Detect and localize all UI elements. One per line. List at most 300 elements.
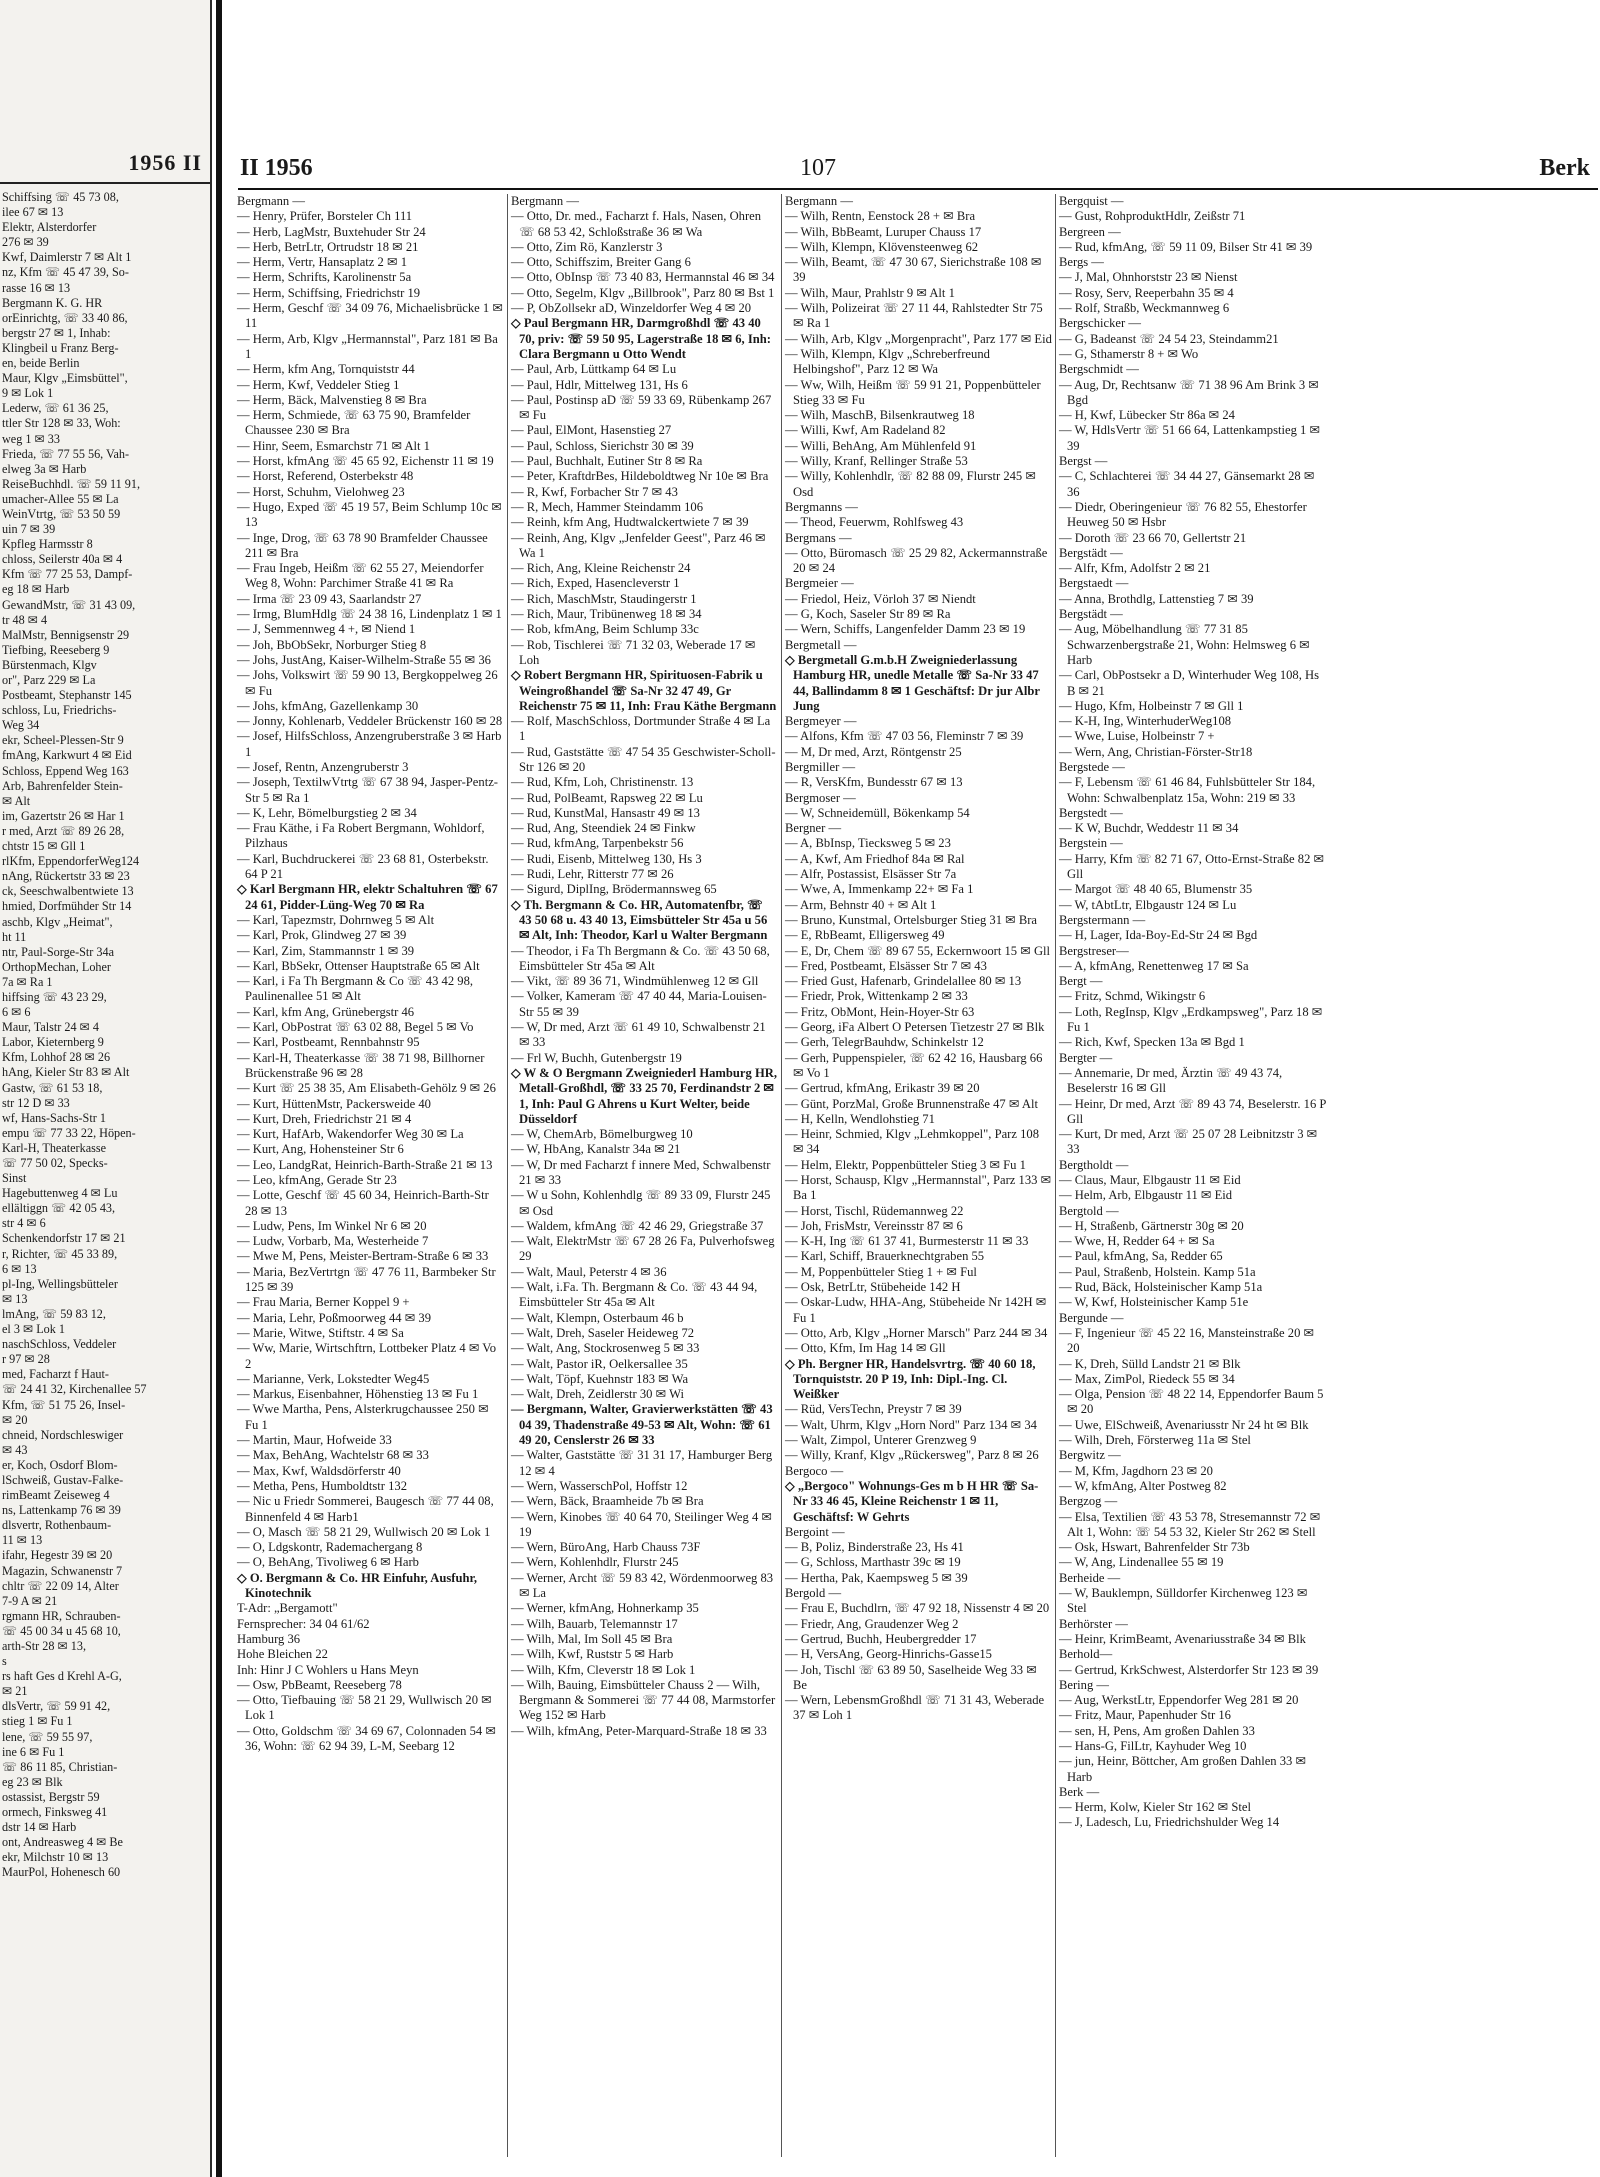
directory-entry: — Wern, Schiffs, Langenfelder Damm 23 ✉ 19 xyxy=(785,622,1026,637)
directory-entry: — H, Kelln, Wendlohstieg 71 xyxy=(785,1111,935,1126)
previous-page-line: ✉ 43 xyxy=(2,1442,28,1457)
previous-page-line: 276 ✉ 39 xyxy=(2,235,49,250)
directory-entry: — Paul, ElMont, Hasenstieg 27 xyxy=(511,423,672,438)
directory-entry: — Rich, Ang, Kleine Reichenstr 24 xyxy=(511,561,691,576)
directory-entry: — Wilh, Mal, Im Soll 45 ✉ Bra xyxy=(511,1631,673,1646)
previous-page-line: Labor, Kieternberg 9 xyxy=(2,1035,104,1050)
previous-page-line: or", Parz 229 ✉ La xyxy=(2,673,96,687)
previous-page-line: umacher-Allee 55 ✉ La xyxy=(2,491,119,506)
directory-entry: — Karl, i Fa Th Bergmann & Co ☏ 43 42 98, Paulinenallee 51 ✉ Alt xyxy=(237,974,474,1004)
directory-entry: — Theodor, i Fa Th Bergmann & Co. ☏ 43 50 68, Eimsbütteler Str 45a ✉ Alt xyxy=(511,943,770,973)
directory-entry: — Helm, Arb, Elbgaustr 11 ✉ Eid xyxy=(1059,1188,1233,1203)
directory-entry: Hohe Bleichen 22 xyxy=(237,1647,328,1662)
directory-entry: — W, HdlsVertr ☏ 51 66 64, Lattenkampstieg 1 ✉ 39 xyxy=(1059,423,1321,453)
directory-entry: — Rudi, Lehr, Ritterstr 77 ✉ 26 xyxy=(511,867,674,882)
directory-entry: — Karl, ObPostrat ☏ 63 02 88, Begel 5 ✉ Vo xyxy=(237,1020,474,1035)
previous-page-line: Kfm, ☏ 51 75 26, Insel- xyxy=(2,1397,126,1412)
directory-entry: Bergstedt — xyxy=(1059,805,1123,820)
directory-entry: — Otto, Kfm, Im Hag 14 ✉ Gll xyxy=(785,1341,946,1356)
previous-page-line: wf, Hans-Sachs-Str 1 xyxy=(2,1110,106,1125)
directory-entry: — Wwe, Luise, Holbeinstr 7 + xyxy=(1059,729,1215,744)
directory-entry: Bergter — xyxy=(1059,1050,1113,1065)
directory-entry: — G, Koch, Saseler Str 89 ✉ Ra xyxy=(785,607,951,622)
directory-entry: — Otto, Dr. med., Facharzt f. Hals, Nasen, Ohren ☏ 68 53 42, Schloßstraße 36 ✉ Wa xyxy=(511,209,762,239)
directory-entry: ◇ Bergmetall G.m.b.H Zweigniederlassung Hamburg HR, unedle Metalle ☏ Sa-Nr 33 47 44, Ballindamm 8 ✉ 1 Geschäftsf: Dr jur Albr Jung xyxy=(785,652,1040,713)
previous-page-line: GewandMstr, ☏ 31 43 09, xyxy=(2,597,136,612)
directory-entry: — Uwe, ElSchweiß, Avenariusstr Nr 24 ht ✉ Blk xyxy=(1059,1417,1309,1432)
column-4 xyxy=(1056,194,1330,2157)
previous-page-line: rasse 16 ✉ 13 xyxy=(2,280,71,295)
directory-entry: — Waldem, kfmAng ☏ 42 46 29, Griegstraße 37 xyxy=(511,1218,764,1233)
directory-entry: — Claus, Maur, Elbgaustr 11 ✉ Eid xyxy=(1059,1173,1241,1187)
directory-entry: — E, RbBeamt, Elligersweg 49 xyxy=(785,928,945,943)
page-gutter xyxy=(216,0,222,2177)
directory-entry: Bergst — xyxy=(1059,454,1108,469)
directory-entry: — Wwe Martha, Pens, Alsterkrugchaussee 250 ✉ Fu 1 xyxy=(237,1402,489,1432)
previous-page-line: ekr, Scheel-Plessen-Str 9 xyxy=(2,733,124,748)
previous-page-line: 7-9 A ✉ 21 xyxy=(2,1593,58,1608)
previous-page-line: r, Richter, ☏ 45 33 89, xyxy=(2,1246,118,1261)
directory-entry: — O, BehAng, Tivoliweg 6 ✉ Harb xyxy=(237,1555,419,1570)
directory-entry: — Werner, Archt ☏ 59 83 42, Wördenmoorweg 83 ✉ La xyxy=(511,1570,774,1601)
previous-page-line: uin 7 ✉ 39 xyxy=(2,522,56,537)
previous-page-line: pl-Ing, Wellingsbütteler xyxy=(2,1276,118,1291)
previous-page-line: rgmann HR, Schrauben- xyxy=(2,1608,121,1623)
directory-entry: — Herm, Bäck, Malvenstieg 8 ✉ Bra xyxy=(237,392,427,407)
directory-entry: — Wilh, Arb, Klgv „Morgenpracht", Parz 177 ✉ Eid xyxy=(785,331,1052,346)
previous-page-line: en, beide Berlin xyxy=(2,356,80,371)
previous-page-line: eg 18 ✉ Harb xyxy=(2,582,70,597)
directory-entry: — Lotte, Geschf ☏ 45 60 34, Heinrich-Barth-Str 28 ✉ 13 xyxy=(237,1188,489,1218)
previous-page-line: ns, Lattenkamp 76 ✉ 39 xyxy=(2,1503,121,1518)
directory-entry: Berheide — xyxy=(1059,1570,1121,1585)
directory-entry: — Hugo, Exped ☏ 45 19 57, Beim Schlump 10c ✉ 13 xyxy=(237,499,502,530)
previous-page-line: r med, Arzt ☏ 89 26 28, xyxy=(2,823,125,838)
directory-entry: — Max, ZimPol, Riedeck 55 ✉ 34 xyxy=(1059,1371,1235,1386)
previous-page-line: ☏ 86 11 85, Christian- xyxy=(2,1759,118,1774)
previous-page-line: stieg 1 ✉ Fu 1 xyxy=(2,1714,73,1729)
previous-page-line: str 4 ✉ 6 xyxy=(2,1216,46,1231)
previous-page-line: chneid, Nordschleswiger xyxy=(2,1427,124,1442)
previous-page-line: Maur, Talstr 24 ✉ 4 xyxy=(2,1020,99,1035)
directory-entry: — Heinr, KrimBeamt, Avenariusstraße 34 ✉ Blk xyxy=(1059,1631,1306,1646)
header-keyword: Berk xyxy=(1539,155,1590,181)
directory-entry: — C, Schlachterei ☏ 34 44 27, Gänsemarkt 28 ✉ 36 xyxy=(1059,469,1315,499)
previous-page-line: 6 ✉ 6 xyxy=(2,1005,31,1020)
directory-entry: — Ww, Marie, Wirtschftrn, Lottbeker Platz 4 ✉ Vo 2 xyxy=(237,1341,497,1371)
directory-entry: — Wern, Bäck, Braamheide 7b ✉ Bra xyxy=(511,1494,704,1509)
directory-entry: — Aug, Möbelhandlung ☏ 77 31 85 Schwarzenbergstraße 21, Wohn: Helmsweg 6 ✉ Harb xyxy=(1059,622,1310,667)
directory-entry: — G, Sthamerstr 8 + ✉ Wo xyxy=(1059,346,1199,361)
previous-page-line: Arb, Bahrenfelder Stein- xyxy=(2,778,123,793)
previous-page-line: ✉ 13 xyxy=(2,1291,28,1306)
directory-entry: Bergoco — xyxy=(785,1463,844,1478)
directory-entry: — Rud, PolBeamt, Rapsweg 22 ✉ Lu xyxy=(511,790,703,805)
directory-entry: — Rolf, MaschSchloss, Dortmunder Straße 4 ✉ La 1 xyxy=(511,714,771,744)
previous-page-line: Bergmann K. G. HR xyxy=(2,295,103,310)
directory-entry: — K W, Buchdr, Weddestr 11 ✉ 34 xyxy=(1059,821,1239,836)
directory-entry: — Horst, Referend, Osterbekstr 48 xyxy=(237,469,414,484)
directory-entry: — sen, H, Pens, Am großen Dahlen 33 xyxy=(1059,1723,1255,1738)
previous-page-line: Kfm ☏ 77 25 53, Dampf- xyxy=(2,567,133,582)
directory-entry: — Karl, Schiff, Brauerknechtgraben 55 xyxy=(785,1249,985,1264)
previous-page-line: hAng, Kieler Str 83 ✉ Alt xyxy=(2,1065,130,1080)
directory-entry: — W, Ang, Lindenallee 55 ✉ 19 xyxy=(1059,1555,1224,1570)
directory-entry: — Otto, Tiefbauing ☏ 58 21 29, Wullwisch 20 ✉ Lok 1 xyxy=(237,1693,492,1723)
directory-entry: — Herb, BetrLtr, Ortrudstr 18 ✉ 21 xyxy=(237,239,419,254)
previous-page-line: Gastw, ☏ 61 53 18, xyxy=(2,1080,103,1095)
directory-entry: — Walt, Dreh, Saseler Heideweg 72 xyxy=(511,1325,695,1340)
directory-entry: — M, Poppenbütteler Stieg 1 + ✉ Ful xyxy=(785,1264,977,1279)
directory-entry: — Aug, Dr, Rechtsanw ☏ 71 38 96 Am Brink 3 ✉ Bgd xyxy=(1059,377,1319,407)
directory-entry: — Max, BehAng, Wachtelstr 68 ✉ 33 xyxy=(237,1448,429,1463)
previous-page-line: ☏ 45 00 34 u 45 68 10, xyxy=(2,1623,121,1638)
header-rule xyxy=(238,188,1598,190)
directory-entry: — R, VersKfm, Bundesstr 67 ✉ 13 xyxy=(785,775,963,790)
previous-page-line: ✉ 20 xyxy=(2,1412,28,1427)
previous-page-line: Bürstenmach, Klgv xyxy=(2,657,97,672)
directory-entry: — Leo, LandgRat, Heinrich-Barth-Straße 21 ✉ 13 xyxy=(237,1157,493,1172)
directory-entry: — Willy, Kranf, Rellinger Straße 53 xyxy=(785,454,968,469)
directory-entry: — Horst, Tischl, Rüdemannweg 22 xyxy=(785,1203,964,1218)
directory-entry: — P, ObZollsekr aD, Winzeldorfer Weg 4 ✉ 20 xyxy=(511,301,752,316)
directory-entry: — A, Kwf, Am Friedhof 84a ✉ Ral xyxy=(785,851,965,866)
directory-entry: — Peter, KraftdrBes, Hildeboldtweg Nr 10e ✉ Bra xyxy=(511,469,769,484)
directory-entry: Bergstaedt — xyxy=(1059,576,1129,591)
directory-entry: — Gerh, TelegrBauhdw, Schinkelstr 12 xyxy=(785,1035,984,1050)
previous-page-line: ifahr, Hegestr 39 ✉ 20 xyxy=(2,1548,113,1563)
previous-page-line: empu ☏ 77 33 22, Höpen- xyxy=(2,1125,136,1140)
directory-entry: — Diedr, Oberingenieur ☏ 76 82 55, Ehestorfer Heuweg 50 ✉ Hsbr xyxy=(1059,499,1307,530)
directory-entry: — A, BbInsp, Tiecksweg 5 ✉ 23 xyxy=(785,836,951,851)
previous-page-line: ont, Andreasweg 4 ✉ Be xyxy=(2,1835,123,1850)
directory-entry: — Arm, Behnstr 40 + ✉ Alt 1 xyxy=(785,897,937,912)
directory-entry: — Willi, BehAng, Am Mühlenfeld 91 xyxy=(785,438,977,453)
directory-entry: — Inge, Drog, ☏ 63 78 90 Bramfelder Chaussee 211 ✉ Bra xyxy=(237,530,488,560)
column-1 xyxy=(234,194,508,2157)
directory-entry: — K-H, Ing ☏ 61 37 41, Burmesterstr 11 ✉ 33 xyxy=(785,1234,1029,1249)
directory-entry: Bergmoser — xyxy=(785,790,856,805)
previous-page-line: arth-Str 28 ✉ 13, xyxy=(2,1639,87,1653)
directory-entry: — Walt, ElektrMstr ☏ 67 28 26 Fa, Pulverhofsweg 29 xyxy=(511,1234,775,1264)
directory-entry: — Hugo, Kfm, Holbeinstr 7 ✉ Gll 1 xyxy=(1059,698,1244,713)
directory-entry: — Johs, Volkswirt ☏ 59 90 13, Bergkoppelweg 26 ✉ Fu xyxy=(237,668,498,698)
directory-entry: Berhold— xyxy=(1059,1647,1113,1662)
directory-entry: — Henry, Prüfer, Borsteler Ch 111 xyxy=(237,209,413,224)
previous-page-line: orEinrichtg, ☏ 33 40 86, xyxy=(2,310,128,325)
directory-entry: — Wern, Kinobes ☏ 40 64 70, Steilinger Weg 4 ✉ 19 xyxy=(511,1509,772,1539)
directory-entry: T-Adr: „Bergamott" xyxy=(237,1601,338,1616)
previous-page-line: Kpfleg Harmsstr 8 xyxy=(2,537,93,552)
directory-entry: — Horst, kfmAng ☏ 45 65 92, Eichenstr 11 ✉ 19 xyxy=(237,454,494,469)
previous-page-line: Schloss, Eppend Weg 163 xyxy=(2,763,129,778)
directory-entry: — Leo, kfmAng, Gerade Str 23 xyxy=(237,1173,397,1187)
previous-page-line: elweg 3a ✉ Harb xyxy=(2,461,87,476)
directory-entry: — Rud, kfmAng, ☏ 59 11 09, Bilser Str 41 ✉ 39 xyxy=(1059,239,1313,254)
directory-entry: — Doroth ☏ 23 66 70, Gellertstr 21 xyxy=(1059,530,1247,545)
previous-page-line: OrthopMechan, Loher xyxy=(2,959,111,974)
directory-entry: — Paul, Postinsp aD ☏ 59 33 69, Rübenkamp 267 ✉ Fu xyxy=(511,392,772,423)
directory-entry: — Hans-G, FilLtr, Kayhuder Weg 10 xyxy=(1059,1738,1247,1753)
header-year: II 1956 xyxy=(240,155,313,181)
directory-entry: — Rich, Exped, Hasencleverstr 1 xyxy=(511,576,680,591)
directory-entry: — Wilh, Polizeirat ☏ 27 11 44, Rahlstedter Str 75 ✉ Ra 1 xyxy=(785,301,1043,331)
directory-entry: ◇ Th. Bergmann & Co. HR, Automatenfbr, ☏ 43 50 68 u. 43 40 13, Eimsbütteler Str 45a u 56 ✉ Alt, Inh: Theodor, Karl u Walter Bergmann xyxy=(511,897,768,943)
directory-entry: — Gerh, Puppenspieler, ☏ 62 42 16, Hausbarg 66 ✉ Vo 1 xyxy=(785,1050,1043,1080)
previous-page-line: dstr 14 ✉ Harb xyxy=(2,1820,77,1835)
directory-entry: — W, tAbtLtr, Elbgaustr 124 ✉ Lu xyxy=(1059,897,1237,912)
directory-entry: — Willy, Kranf, Klgv „Rückersweg", Parz 8 ✉ 26 xyxy=(785,1448,1039,1463)
directory-entry: — Wilh, Kfm, Cleverstr 18 ✉ Lok 1 xyxy=(511,1662,696,1677)
directory-entry: — Alfr, Kfm, Adolfstr 2 ✉ 21 xyxy=(1059,561,1211,576)
directory-entry: — Joseph, TextilwVtrtg ☏ 67 38 94, Jasper-Pentz-Str 5 ✉ Ra 1 xyxy=(237,775,498,805)
directory-entry: — H, Straßenb, Gärtnerstr 30g ✉ 20 xyxy=(1059,1218,1244,1233)
directory-entry: — Aug, WerkstLtr, Eppendorfer Weg 281 ✉ 20 xyxy=(1059,1693,1299,1708)
previous-page-line: Kfm, Lohhof 28 ✉ 26 xyxy=(2,1050,111,1065)
directory-entry: Berk — xyxy=(1059,1784,1100,1799)
directory-entry: — Wilh, Kwf, Ruststr 5 ✉ Harb xyxy=(511,1647,674,1662)
previous-page-line: ormech, Finksweg 41 xyxy=(2,1805,108,1820)
previous-page-line: ☏ 77 50 02, Specks- xyxy=(2,1156,108,1170)
directory-entry: — Reinh, kfm Ang, Hudtwalckertwiete 7 ✉ 39 xyxy=(511,515,749,530)
directory-entry: — Wilh, kfmAng, Peter-Marquard-Straße 18 ✉ 33 xyxy=(511,1723,767,1738)
directory-entry: Bergmann — xyxy=(237,194,305,208)
directory-entry: — J, Semmennweg 4 +, ✉ Niend 1 xyxy=(237,622,416,637)
directory-entry: — Kurt, HüttenMstr, Packersweide 40 xyxy=(237,1096,431,1111)
directory-entry: Bergstermann — xyxy=(1059,912,1146,927)
directory-entry: Bergmeyer — xyxy=(785,714,857,729)
directory-entry: Bergwitz — xyxy=(1059,1448,1121,1463)
previous-page-line: eg 23 ✉ Blk xyxy=(2,1774,63,1789)
directory-entry: — Irmg, BlumHdlg ☏ 24 38 16, Lindenplatz 1 ✉ 1 xyxy=(237,607,502,622)
directory-entry: — Otto, ObInsp ☏ 73 40 83, Hermannstal 46 ✉ 34 xyxy=(511,270,775,285)
previous-page-line: chloss, Seilerstr 40a ✉ 4 xyxy=(2,552,123,567)
directory-entry: — Walter, Gaststätte ☏ 31 31 17, Hamburger Berg 12 ✉ 4 xyxy=(511,1448,773,1478)
previous-page-line: rimBeamt Zeiseweg 4 xyxy=(2,1488,110,1503)
directory-entry: — Rich, MaschMstr, Staudingerstr 1 xyxy=(511,591,697,606)
directory-entry: — Ludw, Pens, Im Winkel Nr 6 ✉ 20 xyxy=(237,1218,427,1233)
previous-page-line: Schiffsing ☏ 45 73 08, xyxy=(2,190,119,204)
directory-entry: — Wilh, Beamt, ☏ 47 30 67, Sierichstraße 108 ✉ 39 xyxy=(785,255,1042,285)
directory-entry: Fernsprecher: 34 04 61/62 xyxy=(237,1616,370,1631)
directory-entry: Bergreen — xyxy=(1059,224,1121,239)
directory-entry: — Helm, Elektr, Poppenbütteler Stieg 3 ✉ Fu 1 xyxy=(785,1157,1026,1172)
directory-entry: — Metha, Pens, Humboldtstr 132 xyxy=(237,1478,408,1493)
directory-entry: Bergschicker — xyxy=(1059,316,1141,331)
previous-page-line: naschSchloss, Veddeler xyxy=(2,1337,117,1352)
directory-entry: ◇ Paul Bergmann HR, Darmgroßhdl ☏ 43 40 70, priv: ☏ 59 50 95, Lagerstraße 18 ✉ 6, Inh: Clara Bergmann u Otto Wendt xyxy=(511,316,771,361)
directory-entry: — Rich, Kwf, Specken 13a ✉ Bgd 1 xyxy=(1059,1035,1245,1050)
directory-entry: — Karl, kfm Ang, Grünebergstr 46 xyxy=(237,1004,415,1019)
directory-entry: — Rud, Gaststätte ☏ 47 54 35 Geschwister-Scholl-Str 126 ✉ 20 xyxy=(511,744,776,774)
directory-entry: — Günt, PorzMal, Große Brunnenstraße 47 ✉ Alt xyxy=(785,1096,1038,1111)
directory-entry: — Fried Gust, Hafenarb, Grindelallee 80 ✉ 13 xyxy=(785,974,1022,989)
directory-entry: — Walt, Uhrm, Klgv „Horn Nord" Parz 134 ✉ 34 xyxy=(785,1417,1037,1432)
previous-page-line: hiffsing ☏ 43 23 29, xyxy=(2,989,107,1004)
directory-entry: — Bruno, Kunstmal, Ortelsburger Stieg 31 ✉ Bra xyxy=(785,912,1038,927)
directory-entry: Bergs — xyxy=(1059,255,1104,270)
directory-entry: — Kurt, Ang, Hohensteiner Str 6 xyxy=(237,1142,404,1157)
directory-entry: — Rudi, Eisenb, Mittelweg 130, Hs 3 xyxy=(511,851,702,866)
directory-entry: — Jonny, Kohlenarb, Veddeler Brückenstr 160 ✉ 28 xyxy=(237,714,503,729)
previous-page-rule xyxy=(0,182,210,184)
directory-entry: — Frau Maria, Berner Koppel 9 + xyxy=(237,1295,410,1310)
previous-page-sliver xyxy=(0,0,212,2177)
directory-entry: — Friedol, Heiz, Vörloh 37 ✉ Niendt xyxy=(785,591,976,606)
previous-page-line: s xyxy=(2,1654,7,1669)
directory-entry: — Nic u Friedr Sommerei, Baugesch ☏ 77 44 08, Binnenfeld 4 ✉ Harb1 xyxy=(237,1494,494,1524)
directory-entry: — Herm, Arb, Klgv „Hermannstal", Parz 181 ✉ Ba 1 xyxy=(237,331,498,361)
directory-entry: — Vikt, ☏ 89 36 71, Windmühlenweg 12 ✉ Gll xyxy=(511,974,759,989)
directory-entry: — Wilh, MaschB, Bilsenkrautweg 18 xyxy=(785,408,975,423)
previous-page-line: im, Gazertstr 26 ✉ Har 1 xyxy=(2,808,125,823)
directory-entry: — Otto, Büromasch ☏ 25 29 82, Ackermannstraße 20 ✉ 24 xyxy=(785,545,1048,576)
previous-page-line: dlsvertr, Rothenbaum- xyxy=(2,1518,112,1533)
previous-page-line: Lederw, ☏ 61 36 25, xyxy=(2,401,109,416)
directory-entry: — Rosy, Serv, Reeperbahn 35 ✉ 4 xyxy=(1059,285,1234,300)
previous-page-line: Klingbeil u Franz Berg- xyxy=(2,340,119,355)
directory-entry: ◇ O. Bergmann & Co. HR Einfuhr, Ausfuhr, Kinotechnik xyxy=(237,1570,478,1601)
previous-page-line: 9 ✉ Lok 1 xyxy=(2,386,54,401)
previous-page-line: 6 ✉ 13 xyxy=(2,1261,37,1276)
directory-entry: Bergmiller — xyxy=(785,759,856,774)
previous-page-line: el 3 ✉ Lok 1 xyxy=(2,1322,66,1337)
directory-entry: — Rolf, Straßb, Weckmannweg 6 xyxy=(1059,301,1230,316)
directory-entry: — W, Dr med Facharzt f innere Med, Schwalbenstr 21 ✉ 33 xyxy=(511,1157,771,1187)
directory-entry: — Karl, Buchdruckerei ☏ 23 68 81, Osterbekstr. 64 P 21 xyxy=(237,851,489,882)
directory-entry: — Karl-H, Theaterkasse ☏ 38 71 98, Billhorner Brückenstraße 96 ✉ 28 xyxy=(237,1050,485,1080)
previous-page-line: rlKfm, EppendorferWeg124 xyxy=(2,854,140,869)
directory-entry: — Loth, RegInsp, Klgv „Erdkampsweg", Parz 18 ✉ Fu 1 xyxy=(1059,1004,1323,1035)
previous-page-line: Karl-H, Theaterkasse xyxy=(2,1140,106,1155)
directory-entry: — Walt, Zimpol, Unterer Grenzweg 9 xyxy=(785,1433,977,1448)
directory-entry: — Wilh, Bauing, Eimsbütteler Chauss 2 — Wilh, Bergmann & Sommerei ☏ 77 44 08, Marmstorfer Weg 152 ✉ Harb xyxy=(511,1677,776,1723)
directory-entry: — Hertha, Pak, Kaempsweg 5 ✉ 39 xyxy=(785,1570,968,1585)
previous-page-line: Hagebuttenweg 4 ✉ Lu xyxy=(2,1186,118,1201)
previous-page-line: tr 48 ✉ 4 xyxy=(2,612,48,627)
previous-page-line: bergstr 27 ✉ 1, Inhab: xyxy=(2,325,111,340)
directory-entry: Bergmann — xyxy=(511,194,579,208)
previous-page-line: weg 1 ✉ 33 xyxy=(2,431,60,446)
previous-page-line: 11 ✉ 13 xyxy=(2,1533,43,1548)
directory-entry: — Carl, ObPostsekr a D, Winterhuder Weg 108, Hs B ✉ 21 xyxy=(1059,668,1319,698)
directory-entry: — Rud, KunstMal, Hansastr 49 ✉ 13 xyxy=(511,805,700,820)
directory-entry: — W, Bauklempn, Sülldorfer Kirchenweg 123 ✉ Stel xyxy=(1059,1586,1308,1616)
directory-entry: — J, Mal, Ohnhorststr 23 ✉ Nienst xyxy=(1059,270,1238,285)
previous-page-line: ht 11 xyxy=(2,929,27,944)
directory-entry: — Paul, Hdlr, Mittelweg 131, Hs 6 xyxy=(511,377,688,392)
directory-entry: — Paul, Buchhalt, Eutiner Str 8 ✉ Ra xyxy=(511,454,703,469)
previous-page-line: Magazin, Schwanenstr 7 xyxy=(2,1563,123,1578)
previous-page-line: Tiefbing, Reeseberg 9 xyxy=(2,642,110,657)
directory-entry: — Wilh, Klempn, Klövensteenweg 62 xyxy=(785,239,979,254)
previous-page-line: rs haft Ges d Krehl A-G, xyxy=(2,1669,122,1684)
previous-page-line: Maur, Klgv „Eimsbüttel", xyxy=(2,371,128,386)
previous-page-line: lmAng, ☏ 59 83 12, xyxy=(2,1306,106,1321)
directory-entry: — Frau Käthe, i Fa Robert Bergmann, Wohldorf, Pilzhaus xyxy=(237,821,485,851)
directory-entry: — Rüd, VersTechn, Preystr 7 ✉ 39 xyxy=(785,1402,962,1417)
directory-entry: — Herm, Geschf ☏ 34 09 76, Michaelisbrücke 1 ✉ 11 xyxy=(237,301,503,331)
page-header xyxy=(240,155,1590,183)
directory-entry: — Wilh, BbBeamt, Luruper Chauss 17 xyxy=(785,224,982,239)
previous-page-line: nz, Kfm ☏ 45 47 39, So- xyxy=(2,265,129,280)
directory-entry: — Rud, Kfm, Loh, Christinenstr. 13 xyxy=(511,775,694,790)
directory-entry: — Fritz, Schmd, Wikingstr 6 xyxy=(1059,989,1206,1004)
directory-entry: — Harry, Kfm ☏ 82 71 67, Otto-Ernst-Straße 82 ✉ Gll xyxy=(1059,851,1325,882)
previous-page-line: chltr ☏ 22 09 14, Alter xyxy=(2,1578,119,1593)
directory-entry: — W u Sohn, Kohlenhdlg ☏ 89 33 09, Flurstr 245 ✉ Osd xyxy=(511,1188,771,1218)
directory-entry: — Herm, Schrifts, Karolinenstr 5a xyxy=(237,270,412,285)
directory-entry: Bergold — xyxy=(785,1586,842,1601)
directory-entry: — Margot ☏ 48 40 65, Blumenstr 35 xyxy=(1059,882,1253,897)
directory-entry: — Walt, Ang, Stockrosenweg 5 ✉ 33 xyxy=(511,1341,700,1356)
directory-entry: — Herm, Kwf, Veddeler Stieg 1 xyxy=(237,377,400,392)
previous-page-lines xyxy=(2,190,204,1881)
directory-entry: — Walt, Töpf, Kuehnstr 183 ✉ Wa xyxy=(511,1371,689,1386)
directory-entry: — Josef, Rentn, Anzengruberstr 3 xyxy=(237,759,409,774)
directory-entry: Bergt — xyxy=(1059,974,1103,989)
directory-entry: ◇ W & O Bergmann Zweigniederl Hamburg HR, Metall-Großhdl, ☏ 33 25 70, Ferdinandstr 2 ✉ 1, Inh: Paul G Ahrens u Kurt Welter, beide Düsseldorf xyxy=(511,1065,777,1126)
previous-page-line: lene, ☏ 59 55 97, xyxy=(2,1729,93,1744)
directory-entry: — Wwe, H, Redder 64 + ✉ Sa xyxy=(1059,1234,1215,1249)
directory-entry: — Karl, Postbeamt, Rennbahnstr 95 xyxy=(237,1035,420,1050)
previous-page-line: ☏ 24 41 32, Kirchenallee 57 xyxy=(2,1382,147,1397)
directory-entry: — Wilh, Maur, Prahlstr 9 ✉ Alt 1 xyxy=(785,285,955,300)
directory-entry: — Volker, Kameram ☏ 47 40 44, Maria-Louisen-Str 55 ✉ 39 xyxy=(511,989,767,1019)
directory-entry: — W, ChemArb, Bömelburgweg 10 xyxy=(511,1127,693,1142)
directory-entry: — Horst, Schuhm, Vielohweg 23 xyxy=(237,484,405,499)
previous-page-line: 7a ✉ Ra 1 xyxy=(2,974,53,989)
previous-page-header: 1956 II xyxy=(128,150,202,175)
directory-entry: — Herm, Vertr, Hansaplatz 2 ✉ 1 xyxy=(237,255,407,270)
directory-entry: Bergschmidt — xyxy=(1059,362,1139,377)
previous-page-line: hmied, Dorfmühder Str 14 xyxy=(2,899,132,914)
directory-entry: — O, Masch ☏ 58 21 29, Wullwisch 20 ✉ Lok 1 xyxy=(237,1524,491,1539)
page-number: 107 xyxy=(800,155,836,181)
directory-entry: — Olga, Pension ☏ 48 22 14, Eppendorfer Baum 5 ✉ 20 xyxy=(1059,1387,1324,1417)
directory-entry: — jun, Heinr, Böttcher, Am großen Dahlen 33 ✉ Harb xyxy=(1059,1754,1307,1784)
directory-entry: — Herb, LagMstr, Buxtehuder Str 24 xyxy=(237,224,426,239)
directory-entry: Bergquist — xyxy=(1059,194,1124,208)
previous-page-line: Frieda, ☏ 77 55 56, Vah- xyxy=(2,446,130,461)
directory-entry: — Fred, Postbeamt, Elsässer Str 7 ✉ 43 xyxy=(785,958,987,973)
previous-page-line: ✉ 21 xyxy=(2,1684,28,1699)
previous-page-line: ✉ Alt xyxy=(2,793,31,808)
directory-entry: — Joh, Tischl ☏ 63 89 50, Saselheide Weg 33 ✉ Be xyxy=(785,1662,1037,1692)
previous-page-line: fmAng, Karkwurt 4 ✉ Eid xyxy=(2,748,132,763)
directory-entry: — Wwe, A, Immenkamp 22+ ✉ Fa 1 xyxy=(785,882,974,897)
previous-page-line: Sinst xyxy=(2,1171,27,1186)
directory-entry: — Elsa, Textilien ☏ 43 53 78, Stresemannstr 72 ✉ Alt 1, Wohn: ☏ 54 53 32, Kieler Str 262 ✉ Stell xyxy=(1059,1509,1321,1539)
directory-entry: — Josef, HilfsSchloss, Anzengruberstraße 3 ✉ Harb 1 xyxy=(237,729,502,759)
directory-entry: — H, VersAng, Georg-Hinrichs-Gasse15 xyxy=(785,1647,992,1662)
directory-entry: — Fritz, Maur, Papenhuder Str 16 xyxy=(1059,1708,1231,1723)
directory-entry: — Fritz, ObMont, Hein-Hoyer-Str 63 xyxy=(785,1004,975,1019)
directory-entry: — Wern, LebensmGroßhdl ☏ 71 31 43, Weberade 37 ✉ Loh 1 xyxy=(785,1693,1045,1723)
directory-entry: — Werner, kfmAng, Hohnerkamp 35 xyxy=(511,1601,699,1616)
directory-entry: — Martin, Maur, Hofweide 33 xyxy=(237,1433,392,1448)
directory-entry: — Johs, JustAng, Kaiser-Wilhelm-Straße 55 ✉ 36 xyxy=(237,652,491,667)
directory-entry: — K-H, Ing, WinterhuderWeg108 xyxy=(1059,714,1232,729)
directory-entry: — Otto, Zim Rö, Kanzlerstr 3 xyxy=(511,239,663,254)
directory-entry: — Otto, Schiffszim, Breiter Gang 6 xyxy=(511,255,691,270)
directory-entry: — Otto, Segelm, Klgv „Billbrook", Parz 80 ✉ Bst 1 xyxy=(511,285,775,300)
directory-entry: — Johs, kfmAng, Gazellenkamp 30 xyxy=(237,698,419,713)
directory-entry: — R, Kwf, Forbacher Str 7 ✉ 43 xyxy=(511,484,678,499)
directory-entry: — Sigurd, DiplIng, Brödermannsweg 65 xyxy=(511,882,717,897)
directory-entry: — Mwe M, Pens, Meister-Bertram-Straße 6 ✉ 33 xyxy=(237,1249,489,1264)
directory-entry: — Markus, Eisenbahner, Höhenstieg 13 ✉ Fu 1 xyxy=(237,1387,479,1402)
